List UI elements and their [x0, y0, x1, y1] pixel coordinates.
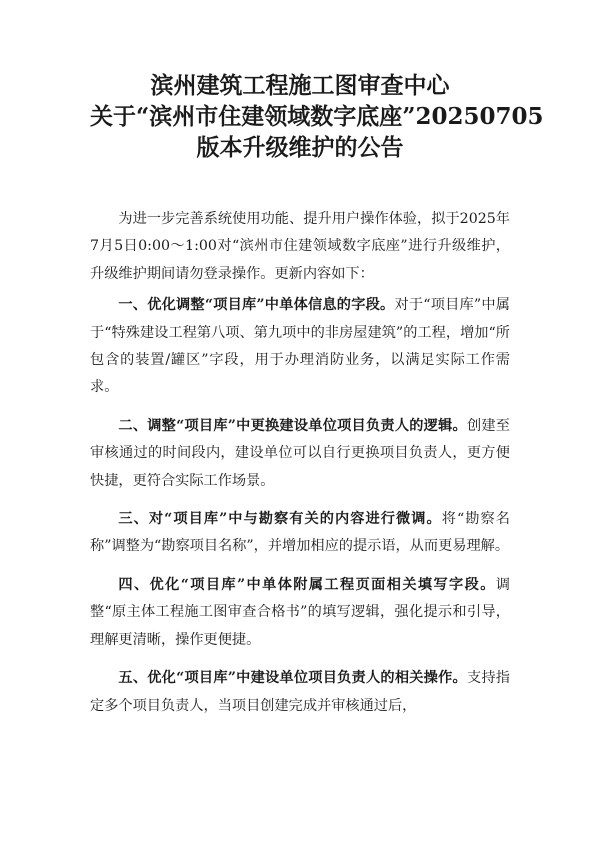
title-line-3: 版本升级维护的公告: [196, 134, 404, 161]
title-line-2: 关于“滨州市住建领域数字底座”20250705: [90, 103, 544, 130]
section-3: [90, 506, 510, 561]
section-2-text: 创建至审核通过的时间段内，建设单位可以自行更换项目负责人，更方便快捷，更符合实际工作场景。: [90, 417, 510, 489]
section-4-heading: 四、优化“项目库”中单体附属工程页面相关填写字段。: [118, 576, 496, 593]
intro-paragraph: 为进一步完善系统使用功能、提升用户操作体验，拟于2025年7月5日0:00～1:00对“滨州市住建领域数字底座”进行升级维护，升级维护期间请勿登录操作。更新内容如下：: [90, 211, 510, 282]
section-5: [90, 665, 510, 720]
section-1-text: 对于“项目库”中属于“特殊建设工程第八项、第九项中的非房屋建筑”的工程，增加“所包含的装置/罐区”字段，用于办理消防业务，以满足实际工作需求。: [90, 297, 510, 396]
title-line-1: 滨州建筑工程施工图审查中心: [150, 72, 450, 99]
section-1: [90, 292, 510, 402]
section-2: [90, 413, 510, 495]
section-5-text: 支持指定多个项目负责人，当项目创建完成并审核通过后，: [90, 670, 510, 714]
section-4-text: 调整“原主体工程施工图审查合格书”的填写逻辑，强化提示和引导，理解更清晰，操作更便捷。: [90, 576, 510, 648]
section-3-heading: 三、对“项目库”中与勘察有关的内容进行微调。: [118, 511, 442, 528]
section-1-heading: 一、优化调整“项目库”中单体信息的字段。: [118, 297, 395, 314]
document-body: [90, 206, 510, 720]
section-4: [90, 572, 510, 654]
section-3-text: 将“勘察名称”调整为“勘察项目名称”，并增加相应的提示语，从而更易理解。: [90, 511, 510, 555]
document-title: [90, 70, 544, 163]
section-2-heading: 二、调整“项目库”中更换建设单位项目负责人的逻辑。: [118, 417, 467, 434]
section-5-heading: 五、优化“项目库”中建设单位项目负责人的相关操作。: [118, 670, 467, 687]
